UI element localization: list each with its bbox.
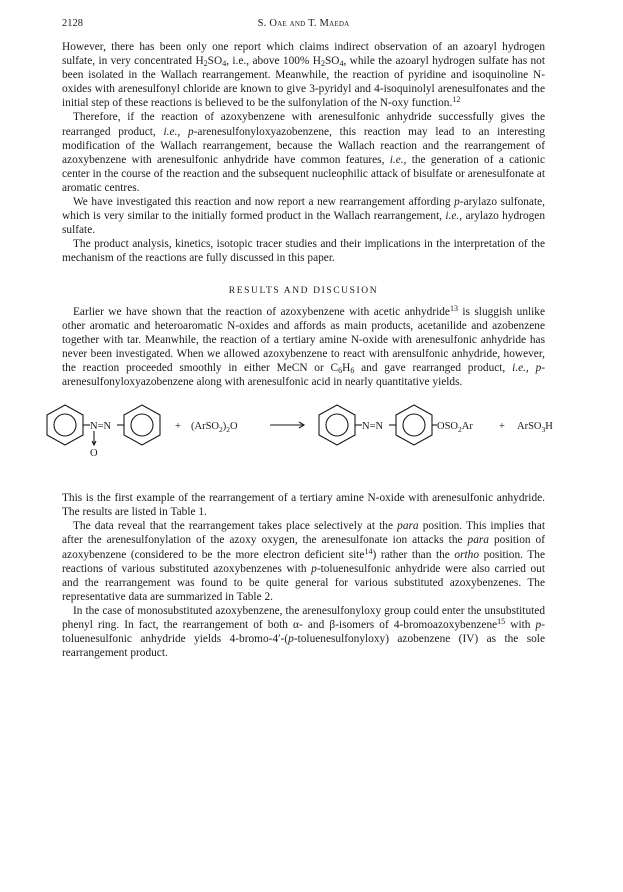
page bbox=[62, 18, 553, 660]
reference-13: 13 bbox=[449, 303, 458, 313]
plus-sign-2: + bbox=[499, 421, 505, 433]
plus-sign-1: + bbox=[175, 421, 181, 433]
paragraph-3: We have investigated this reaction and now report a new rearrangement affording p-arylazo sulfonate, which is very similar to the initially formed product in the Wallach rearrangement, i.e., arylazo hydrogen sulfate. bbox=[62, 196, 545, 237]
reference-15: 15 bbox=[497, 617, 506, 626]
paragraph-5: Earlier we have shown that the reaction of azoxybenzene with acetic anhydride$^{13}$ is sluggish unlike other aromatic and heteroaromatic N-oxides and affords as main products, acetanilide and azobenzene together with tar. Meanwhile, the reaction of a tertiary amine N-oxide with arenesulfonic anhydride has never been investigated. When we allowed azoxybenzene to react with arensulfonic anhydride, however, the reaction proceeded smoothly in either MeCN or $C_6H_6$ and gave rearranged product, i.e., p-arenesulfonyloxyazobenzene along with arenesulfonic acid in nearly quantitative yields. bbox=[62, 303, 546, 389]
benzene-ring-2 bbox=[124, 405, 160, 445]
azo-label: N=N bbox=[362, 421, 384, 433]
paragraph-8: In the case of monosubstituted azoxybenzene, the arenesulfonyloxy group could enter the unsubstituted phenyl ring. In fact, the rearrangement of both α- and β-isomers of 4-bromoazoxybenzene$^{15}$ with p-toluenesulfonic anhydride yields 4-bromo-4′-(p-toluenesulfonyloxy) azobenzene (IV) as the sole rearrangement product. bbox=[62, 604, 545, 660]
sulfonic-acid: ArSO$_3$H bbox=[517, 421, 553, 435]
section-title: RESULTS AND DISCUSION bbox=[228, 285, 379, 296]
reference-12: 12 bbox=[452, 95, 461, 105]
benzene-ring-3 bbox=[319, 405, 355, 445]
benzene-ring-4 bbox=[396, 405, 432, 445]
reference-14: 14 bbox=[364, 546, 373, 556]
article-body bbox=[62, 40, 553, 660]
anhydride-reagent: $(ArSO_2)_2O$ bbox=[191, 421, 238, 435]
paragraph-4: The product analysis, kinetics, isotopic tracer studies and their implications in the interpretation of the mechanism of the reactions are fully discussed in this paper. bbox=[62, 238, 545, 265]
paragraph-6: This is the first example of the rearrangement of a tertiary amine N-oxide with arenesulfonic anhydride. The results are listed in Table 1. bbox=[62, 492, 545, 519]
running-head: S. Oae and T. Maeda bbox=[257, 18, 350, 29]
paragraph-2: Therefore, if the reaction of azoxybenzene with arenesulfonic anhydride successfully gives the rearranged product, i.e., p-arenesulfonyloxyazobenzene, this reaction may lead to an interesting modification of the Wallach rearrangement, because the Wallach reaction and the rearrangement of azoxybenzene with arenesulfonic anhydride have common features, i.e., the generation of a cationic center in the course of the reaction and the subsequent nucleophilic attack of bisulfate or arenesulfonate at aromatic centres. bbox=[62, 111, 546, 194]
page-header bbox=[62, 18, 545, 34]
paragraph-7: The data reveal that the rearrangement takes place selectively at the para position. This implies that after the arenesulfonylation of the azoxy oxygen, the arenesulfonate ion attacks the para position of azoxybenzene (considered to be the more electron deficient site$^{14}$) rather than the ortho position. The reactions of various substituted azoxybenzenes with p-toluenesulfonic anhydride were also carried out and the rearrangement was found to be quite general for various substituted azoxybenzenes. The representative data are summarized in Table 2. bbox=[62, 520, 545, 603]
azoxy-label: N=N bbox=[90, 421, 112, 433]
paragraph-1: However, there has been only one report which claims indirect observation of an azoaryl hydrogen sulfate, in very concentrated $H_2SO_4$, i.e., above 100% $H_2SO_4$, while the azoaryl hydrogen sulfate has not been isolated in the Wallach rearrangement. Meanwhile, the reaction of pyridine and isoquinoline N-oxides with arenesulfonyl chloride are known to give 3-pyridyl and 4-isoquinolyl arenesulfonates and the initial step of these reactions is believed to be the sulfonylation of the N-oxy function.$^{12}$ bbox=[62, 41, 545, 110]
benzene-ring-1 bbox=[47, 405, 83, 445]
reaction-scheme-drawing bbox=[30, 395, 585, 483]
page-number: 2128 bbox=[62, 18, 83, 29]
oxygen-label: O bbox=[90, 448, 98, 460]
sulfonate-group: $OSO_2Ar$ bbox=[437, 421, 473, 435]
reaction-scheme bbox=[62, 395, 553, 483]
